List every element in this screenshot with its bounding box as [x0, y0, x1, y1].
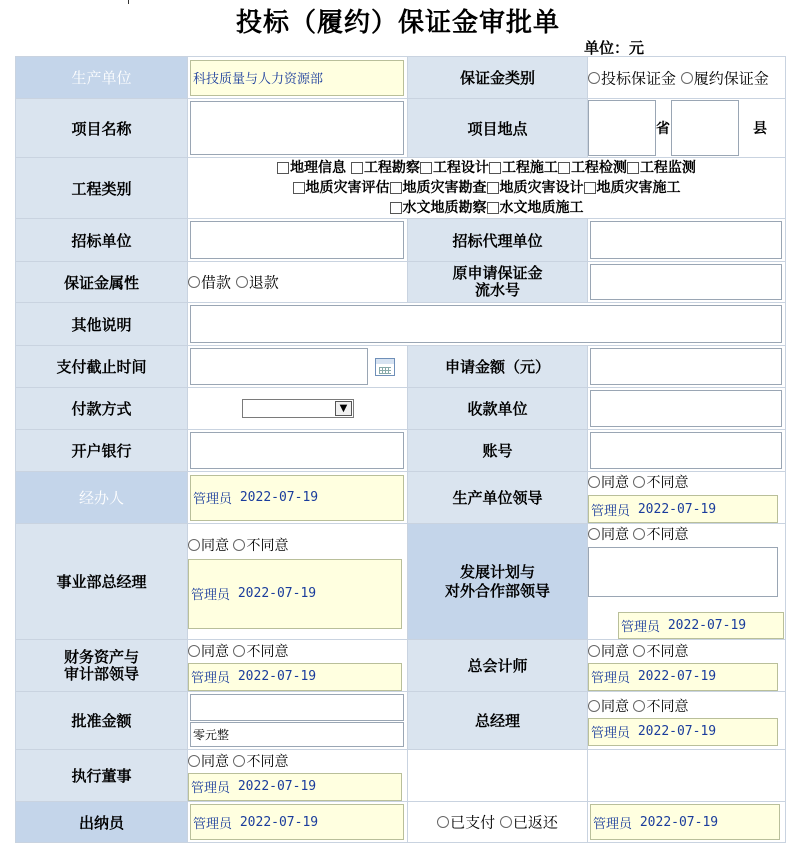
approve-option[interactable]: 同意	[588, 698, 629, 714]
unit-leader-approval	[588, 472, 785, 492]
payment-deadline-label: 支付截止时间	[16, 346, 188, 388]
exec-director-label: 执行董事	[16, 750, 188, 802]
empty-cell	[408, 750, 588, 802]
approve-option[interactable]: 同意	[588, 474, 629, 490]
reject-option[interactable]: 不同意	[633, 474, 688, 490]
radio-icon[interactable]	[588, 476, 600, 488]
province-input[interactable]	[588, 100, 656, 156]
radio-icon[interactable]	[681, 72, 693, 84]
unit-leader-label: 生产单位领导	[408, 472, 588, 524]
bidding-agent-input[interactable]	[590, 221, 782, 259]
cashier-signature: 管理员 2022-07-19	[190, 804, 404, 840]
radio-icon[interactable]	[233, 755, 245, 767]
finance-label-line1: 财务资产与	[63, 647, 139, 666]
checkbox-geo-hazard-survey[interactable]: 地质灾害勘查	[390, 180, 487, 196]
production-unit-label: 生产单位	[16, 57, 188, 99]
finance-signature: 管理员 2022-07-19	[188, 663, 402, 691]
radio-icon[interactable]	[233, 645, 245, 657]
orig-serial-input[interactable]	[590, 264, 782, 300]
radio-icon[interactable]	[188, 276, 200, 288]
reject-option[interactable]: 不同意	[633, 698, 688, 714]
other-notes-input[interactable]	[190, 305, 782, 343]
approve-option[interactable]: 同意	[188, 753, 229, 769]
radio-icon[interactable]	[633, 528, 645, 540]
engineering-type-label: 工程类别	[16, 158, 188, 219]
dev-plan-approval	[588, 524, 785, 544]
approve-option[interactable]: 同意	[188, 643, 229, 659]
checkbox-icon[interactable]	[487, 182, 499, 194]
checkbox-icon[interactable]	[351, 162, 363, 174]
radio-icon[interactable]	[188, 539, 200, 551]
dev-plan-signature: 管理员 2022-07-19	[618, 612, 784, 639]
project-name-label: 项目名称	[16, 99, 188, 158]
exec-director-approval	[188, 751, 407, 771]
radio-icon[interactable]	[588, 528, 600, 540]
checkbox-icon[interactable]	[584, 182, 596, 194]
dev-plan-label-line1: 发展计划与	[459, 562, 535, 581]
general-manager-signature: 管理员 2022-07-19	[588, 718, 778, 746]
radio-icon[interactable]	[588, 72, 600, 84]
unit-leader-signature: 管理员 2022-07-19	[588, 495, 778, 523]
handler-signature: 管理员 2022-07-19	[190, 475, 404, 521]
engineering-type-row-2	[188, 178, 785, 198]
reject-option[interactable]: 不同意	[233, 643, 288, 659]
chief-accountant-approval	[588, 641, 785, 661]
orig-serial-label-line1: 原申请保证金	[452, 264, 543, 282]
bank-input[interactable]	[190, 432, 404, 469]
approve-option[interactable]: 同意	[588, 526, 629, 542]
radio-icon[interactable]	[633, 700, 645, 712]
finance-label-line2: 审计部领导	[63, 664, 139, 683]
deposit-type-bid-option[interactable]: 投标保证金	[588, 68, 676, 86]
project-location-label: 项目地点	[408, 99, 588, 158]
checkbox-eng-survey[interactable]: 工程勘察	[351, 160, 420, 176]
cashier-returned-option[interactable]: 已返还	[500, 812, 558, 830]
checkbox-icon[interactable]	[277, 162, 289, 174]
division-gm-approval	[188, 535, 407, 555]
radio-icon[interactable]	[233, 539, 245, 551]
payee-unit-label: 收款单位	[408, 388, 588, 430]
dev-plan-comment-input[interactable]	[588, 547, 778, 597]
checkbox-geo-hazard-eval[interactable]: 地质灾害评估	[293, 180, 390, 196]
radio-icon[interactable]	[588, 645, 600, 657]
approve-option[interactable]: 同意	[588, 643, 629, 659]
unit-label: 单位：元	[584, 39, 645, 57]
cashier-label: 出纳员	[16, 802, 188, 843]
checkbox-icon[interactable]	[293, 182, 305, 194]
reject-option[interactable]: 不同意	[633, 643, 688, 659]
deposit-attr-refund-option[interactable]: 退款	[236, 272, 279, 290]
checkbox-icon[interactable]	[390, 202, 402, 214]
production-unit-field[interactable]: 科技质量与人力资源部	[190, 60, 404, 96]
account-label: 账号	[408, 430, 588, 472]
radio-icon[interactable]	[437, 816, 449, 828]
engineering-type-row-1	[188, 158, 785, 178]
radio-icon[interactable]	[500, 816, 512, 828]
engineering-type-row-3	[188, 198, 785, 218]
approved-amount-label: 批准金额	[16, 692, 188, 750]
checkbox-icon[interactable]	[420, 162, 432, 174]
apply-amount-label: 申请金额（元）	[408, 346, 588, 388]
chief-accountant-signature: 管理员 2022-07-19	[588, 663, 778, 691]
bidding-agent-label: 招标代理单位	[408, 219, 588, 262]
dev-plan-label-line2: 对外合作部领导	[444, 581, 550, 600]
radio-icon[interactable]	[633, 645, 645, 657]
payee-unit-input[interactable]	[590, 390, 782, 427]
radio-icon[interactable]	[633, 476, 645, 488]
checkbox-eng-testing[interactable]: 工程检测	[558, 160, 627, 176]
province-label: 省	[656, 121, 670, 137]
county-input[interactable]	[671, 100, 739, 156]
cashier-confirm-signature: 管理员 2022-07-19	[590, 804, 780, 840]
payment-method-select[interactable]	[242, 399, 354, 418]
approval-form-table	[15, 56, 786, 843]
checkbox-eng-construction[interactable]: 工程施工	[489, 160, 558, 176]
payment-deadline-input[interactable]	[190, 348, 368, 385]
checkbox-hydro-survey[interactable]: 水文地质勘察	[390, 200, 487, 216]
checkbox-hydro-construction[interactable]: 水文地质施工	[487, 200, 584, 216]
account-input[interactable]	[590, 432, 782, 469]
chevron-down-icon[interactable]: ▼	[335, 401, 352, 416]
checkbox-icon[interactable]	[487, 202, 499, 214]
deposit-type-performance-option[interactable]: 履约保证金	[681, 68, 769, 86]
orig-serial-label-line2: 流水号	[474, 281, 520, 299]
radio-icon[interactable]	[588, 700, 600, 712]
approved-amount-input[interactable]	[190, 694, 404, 721]
radio-icon[interactable]	[188, 755, 200, 767]
division-gm-signature: 管理员 2022-07-19	[188, 559, 402, 629]
general-manager-label: 总经理	[408, 692, 588, 750]
bidding-unit-input[interactable]	[190, 221, 404, 259]
checkbox-geo-info[interactable]: 地理信息	[277, 160, 346, 176]
reject-option[interactable]: 不同意	[233, 753, 288, 769]
division-gm-label: 事业部总经理	[16, 524, 188, 640]
finance-approval	[188, 641, 407, 661]
apply-amount-input[interactable]	[590, 348, 782, 385]
reject-option[interactable]: 不同意	[633, 526, 688, 542]
calendar-icon[interactable]	[375, 358, 395, 376]
checkbox-icon[interactable]	[489, 162, 501, 174]
checkbox-icon[interactable]	[390, 182, 402, 194]
deposit-attr-loan-option[interactable]: 借款	[188, 272, 231, 290]
checkbox-icon[interactable]	[558, 162, 570, 174]
checkbox-eng-design[interactable]: 工程设计	[420, 160, 489, 176]
bidding-unit-label: 招标单位	[16, 219, 188, 262]
radio-icon[interactable]	[188, 645, 200, 657]
empty-cell	[588, 750, 786, 802]
radio-icon[interactable]	[236, 276, 248, 288]
payment-method-label: 付款方式	[16, 388, 188, 430]
checkbox-eng-monitoring[interactable]: 工程监测	[627, 160, 696, 176]
exec-director-signature: 管理员 2022-07-19	[188, 773, 402, 801]
approved-amount-words: 零元整	[190, 722, 404, 747]
approve-option[interactable]: 同意	[188, 537, 229, 553]
county-label: 县	[753, 121, 767, 137]
deposit-type-label: 保证金类别	[408, 57, 588, 99]
page-title: 投标（履约）保证金审批单	[235, 8, 560, 38]
checkbox-icon[interactable]	[627, 162, 639, 174]
other-notes-label: 其他说明	[16, 303, 188, 346]
checkbox-geo-hazard-design[interactable]: 地质灾害设计	[487, 180, 584, 196]
project-name-input[interactable]	[190, 101, 404, 155]
handler-label: 经办人	[16, 472, 188, 524]
cashier-paid-option[interactable]: 已支付	[437, 812, 495, 830]
general-manager-approval	[588, 696, 785, 716]
reject-option[interactable]: 不同意	[233, 537, 288, 553]
checkbox-geo-hazard-construction[interactable]: 地质灾害施工	[584, 180, 681, 196]
chief-accountant-label: 总会计师	[408, 640, 588, 692]
deposit-attr-label: 保证金属性	[16, 262, 188, 303]
bank-label: 开户银行	[16, 430, 188, 472]
